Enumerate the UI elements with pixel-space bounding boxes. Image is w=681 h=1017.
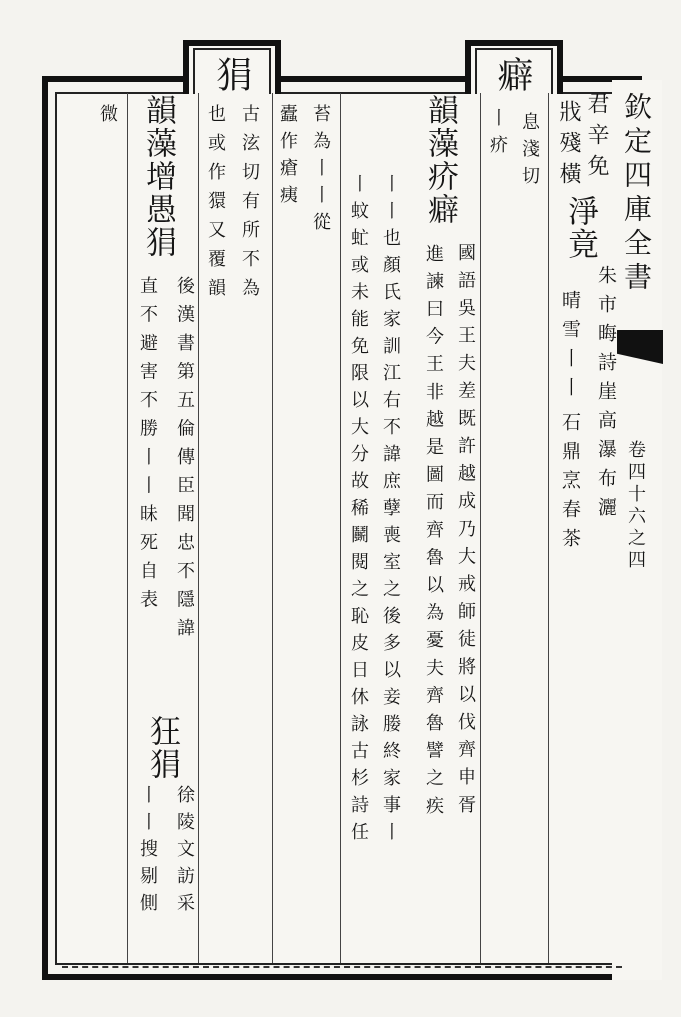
entry-text: 君辛免 [584,92,609,185]
citation-text: 丨丨搜剔側 [137,785,158,920]
column-rule [272,93,273,963]
term-heading: 韻藻疥癖 [422,94,458,226]
citation-text: 徐陵文訪采 [174,785,195,920]
term-heading: 淨竟 [562,195,598,261]
citation-text: 進諫曰今王非越是圖而齊魯以為憂夫齊魯譬之疾 [423,244,444,824]
definition-text: 也或作獧又覆韻 [205,104,226,307]
column-rule [198,93,199,963]
column-rule [340,93,341,963]
term-heading: 狂狷 [144,715,180,781]
definition-text: 古泫切有所不為 [239,104,260,307]
citation-text: 朱市晦詩崖高瀑布灑 [595,265,617,526]
citation-text: 石鼎烹春茶 [559,412,581,557]
heading-char: 狷 [211,56,252,94]
term-heading: 韻藻增愚狷 [140,94,176,259]
column-rule [548,93,549,963]
citation-text: 丨蚊虻或未能免限以大分故稀鬭閱之恥皮日休詠古杉詩任 [348,174,369,849]
column-rule [480,93,481,963]
column-rule [127,93,128,963]
volume-label: 卷四十六之四 [625,440,646,572]
heading-char: 癖 [492,56,533,94]
citation-text: 微 [97,104,118,131]
citation-text: 晴雪丨丨 [559,290,581,406]
pronunciation: 息淺切 [519,112,540,193]
citation-text: 後漢書第五倫傳臣聞忠不隱諱 [174,276,195,647]
citation-text: 蠹作瘡痍 [277,104,298,212]
citation-text: 苔為丨丨從 [310,104,331,239]
compound: 丨疥 [487,108,508,162]
bottom-divider [62,966,622,968]
citation-text: 國語吳王夫差既許越成乃大戒師徒將以伐齊申胥 [455,243,476,823]
citation-text: 丨丨也顏氏家訓江右不諱庶孽喪室之後多以妾媵終家事丨 [380,174,401,849]
entry-text: 戕殘橫 [556,100,581,193]
series-title: 欽定四庫全書 [620,92,653,296]
citation-text: 直不避害不勝丨丨昧死自表 [137,276,158,618]
